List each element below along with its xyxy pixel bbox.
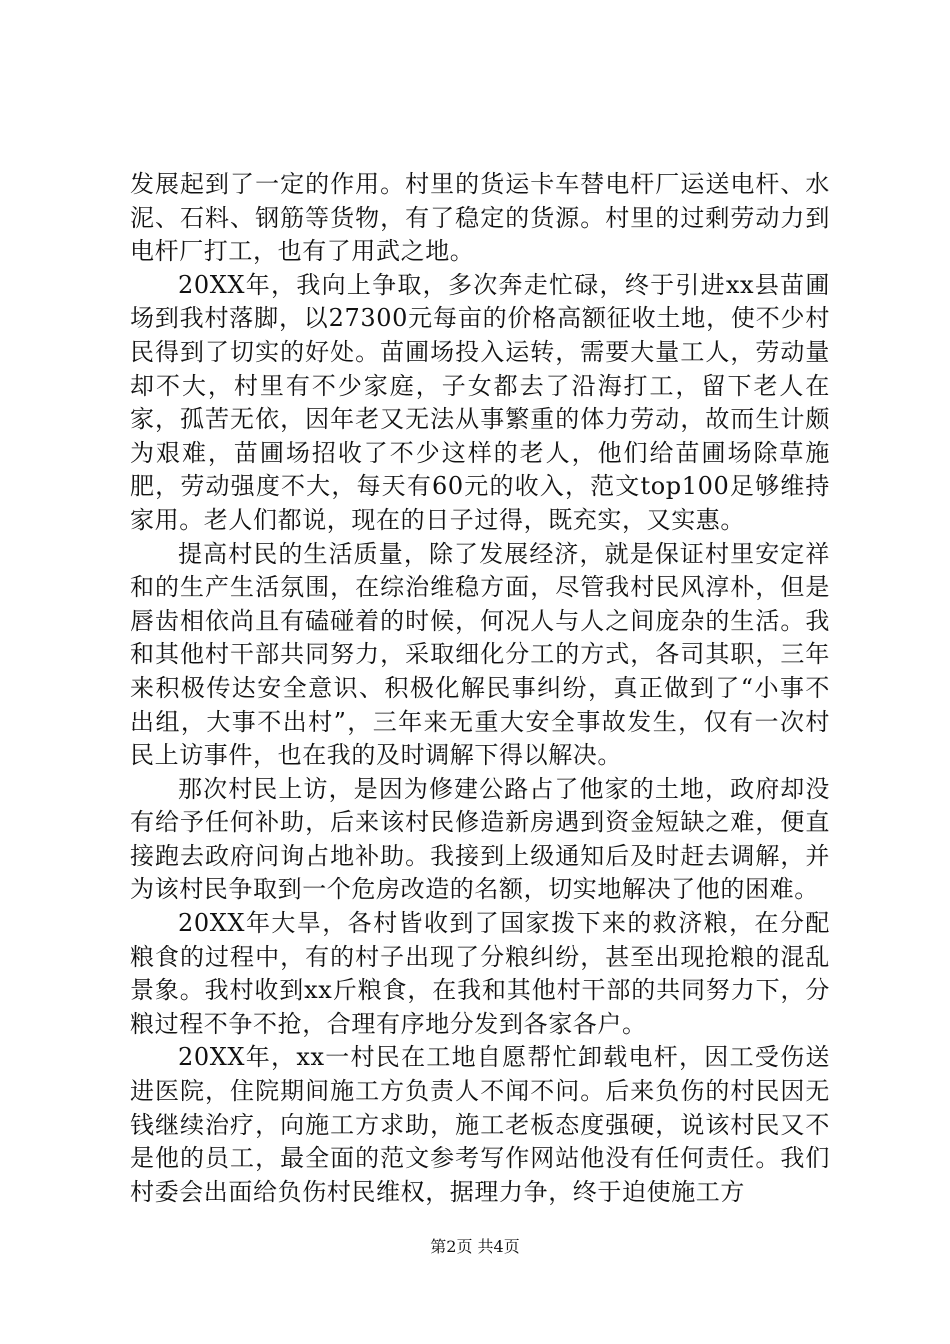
paragraph-5: 20XX年大旱，各村皆收到了国家拨下来的救济粮，在分配粮食的过程中，有的村子出现了分粮纠纷，甚至出现抢粮的混乱景象。我村收到xx斤粮食，在我和其他村干部的共同努力下，分粮过程不争不抢，合理有序地分发到各家各户。 — [130, 909, 830, 1038]
paragraph-2: 20XX年，我向上争取，多次奔走忙碌，终于引进xx县苗圃场到我村落脚，以27300元每亩的价格高额征收土地，使不少村民得到了切实的好处。苗圃场投入运转，需要大量工人，劳动量却不大，村里有不少家庭，子女都去了沿海打工，留下老人在家，孤苦无依，因年老又无法从事繁重的体力劳动，故而生计颇为艰难，苗圃场招收了不少这样的老人，他们给苗圃场除草施肥，劳动强度不大，每天有60元的收入，范文top100足够维持家用。老人们都说，现在的日子过得，既充实，又实惠。 — [130, 270, 830, 534]
paragraph-4: 那次村民上访，是因为修建公路占了他家的土地，政府却没有给予任何补助，后来该村民修造新房遇到资金短缺之难，便直接跑去政府问询占地补助。我接到上级通知后及时赶去调解，并为该村民争取到一个危房改造的名额，切实地解决了他的困难。 — [130, 774, 830, 904]
paragraph-3: 提高村民的生活质量，除了发展经济，就是保证村里安定祥和的生产生活氛围，在综治维稳方面，尽管我村民风淳朴，但是唇齿相依尚且有磕碰着的时候，何况人与人之间庞杂的生活。我和其他村干部共同努力，采取细化分工的方式，各司其职，三年来积极传达安全意识、积极化解民事纠纷，真正做到了“小事不出组，大事不出村”，三年来无重大安全事故发生，仅有一次村民上访事件，也在我的及时调解下得以解决。 — [130, 539, 830, 770]
paragraph-6: 20XX年，xx一村民在工地自愿帮忙卸载电杆，因工受伤送进医院，住院期间施工方负责人不闻不问。后来负伤的村民因无钱继续治疗，向施工方求助，施工老板态度强硬，说该村民又不是他的员工，最全面的范文参考写作网站他没有任何责任。我们村委会出面给负伤村民维权，据理力争，终于迫使施工方 — [130, 1043, 830, 1206]
page-footer: 第2页 共4页 — [430, 1237, 520, 1256]
document-body — [130, 168, 830, 1209]
paragraph-1: 发展起到了一定的作用。村里的货运卡车替电杆厂运送电杆、水泥、石料、钢筋等货物，有了稳定的货源。村里的过剩劳动力到电杆厂打工，也有了用武之地。 — [130, 170, 830, 266]
